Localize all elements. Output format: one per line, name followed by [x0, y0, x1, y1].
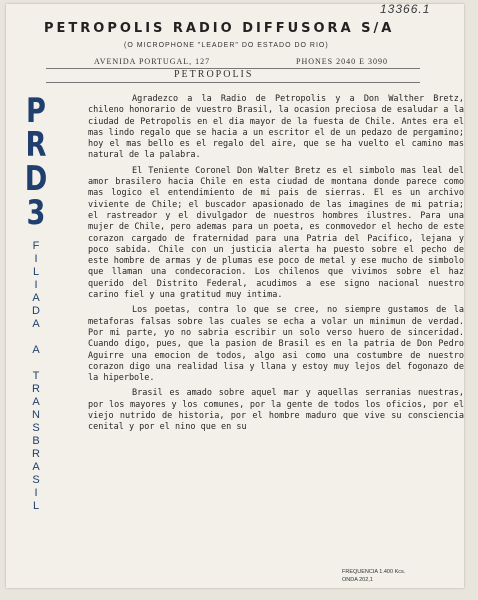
letter-sheet	[6, 4, 464, 588]
company-tagline: (O MICROPHONE "LEADER" DO ESTADO DO RIO)	[124, 42, 329, 49]
affiliation-letter: L	[32, 500, 40, 512]
paragraph: Agradezco a la Radio de Petropolis y a Don Walther Bretz, chileno honorario de vuestro Brasil, la ocasion preciosa de esaludar a la ciudad de Petropolis en el dia mayor de la fuesta de Chile. Antes era el mas lindo regalo que se hacia a un escritor el de un pedazo de pergamino; hoy el mas bello es el regalo del aire, que se ha vuelto el camino mas natural de la palabra.	[88, 94, 464, 161]
letter-body	[88, 94, 464, 438]
call-letter: 3	[26, 193, 46, 233]
frequency-note	[342, 568, 405, 584]
affiliation-letter: S	[32, 422, 40, 434]
company-city: PETROPOLIS	[174, 69, 254, 80]
affiliation-letter: A	[32, 318, 40, 330]
affiliation-letter: S	[32, 474, 40, 486]
affiliation-letter: L	[32, 266, 40, 278]
call-letter: R	[25, 125, 47, 165]
wave-label: ONDA 202,1	[342, 577, 373, 583]
company-phones: PHONES 2040 E 3090	[296, 57, 389, 66]
affiliation-letter	[21, 357, 51, 370]
affiliation-letter: R	[32, 448, 40, 460]
paragraph: Los poetas, contra lo que se cree, no siempre gustamos de la metaforas falsas sobre las cuales se echa a volar un minimun de verdad. Por mi parte, yo no sabria escribir un solo verso huero de sinceridad. Cuando digo, pues, que la pasion de Brasil es en la patria de Don Pedro Aguirre una emocion de todos, algo asi como una costumbre de nuestro corazon digo una realidad lisa y llana y estoy muy lejos del fogonazo de la hiperbole.	[88, 305, 464, 384]
paragraph: El Teniente Coronel Don Walter Bretz es el simbolo mas leal del amor brasilero hacia Chile en esta ciudad de montana donde parece como mas logico el entendimiento de mi pais de sierras. El es un archivo viviente de Chile; el buscador apasionado de las imagines de mi patria; el rastreador y el divulgador de nuestros hombres ilustres. Para una mujer de Chile, pero ademas para un poeta, es conmovedor el hecho de este corazon cargado de fraternidad para una Patria del Pacifico, lejana y poco sabida. Chile con un justicia alerta ha puesto sobre el pecho de este hombre de armas y de plumas ese poco de metal y ese mucho de simbolo que llaman una condecoracion. Los chilenos que vivimos sobre el haz querido del Distrito Federal, acudimos a ese signo nacional nuestro carino fiel y una gratitud muy intima.	[88, 165, 464, 301]
call-letter: D	[24, 159, 48, 199]
frequency-label: FREQUENCIA 1.400 Kcs.	[342, 569, 406, 575]
affiliation-letter: A	[32, 292, 40, 304]
affiliation-letter	[21, 331, 51, 344]
affiliation-letter: B	[32, 435, 40, 447]
affiliation-letter: A	[32, 396, 40, 408]
archive-number: 13366.1	[380, 2, 431, 16]
station-brand	[21, 91, 51, 513]
affiliation-letter: F	[32, 240, 40, 252]
affiliation-text	[21, 240, 51, 513]
letterhead-rule-bottom	[46, 82, 420, 83]
affiliation-letter: N	[32, 409, 40, 421]
call-letter: P	[26, 91, 46, 131]
affiliation-letter: D	[32, 305, 40, 317]
affiliation-letter: A	[32, 461, 40, 473]
company-address: AVENIDA PORTUGAL, 127	[94, 57, 211, 66]
paragraph: Brasil es amado sobre aquel mar y aquellas serranias nuestras, por los mayores y los comunes, por la gente de todos los oficios, por el viejo nutrido de historia, por el hombre maduro que vive su consciencia cenital y por el nino que en su	[88, 388, 464, 433]
affiliation-letter: I	[34, 487, 38, 499]
affiliation-letter: T	[32, 370, 40, 382]
affiliation-letter: A	[32, 344, 40, 356]
affiliation-letter: I	[34, 279, 38, 291]
affiliation-letter: I	[34, 253, 38, 265]
company-name: PETROPOLIS RADIO DIFFUSORA S/A	[44, 21, 395, 36]
affiliation-letter: R	[32, 383, 40, 395]
